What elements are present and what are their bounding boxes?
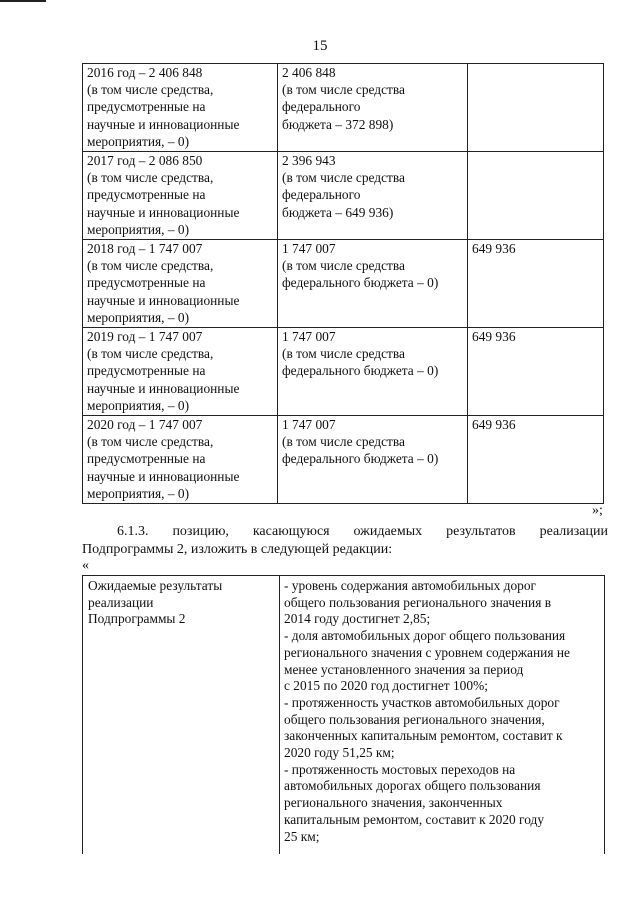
budget-line: федерального (282, 99, 361, 115)
budget-line: федерального бюджета – 0) (282, 275, 439, 291)
results-item-line: регионального значения, законченных (284, 795, 503, 811)
finance-row (83, 64, 604, 152)
budget-cell (278, 64, 468, 152)
results-item-line: общего пользования регионального значения, (284, 711, 545, 727)
budget-line: 1 747 007 (282, 329, 336, 344)
budget-line: федерального бюджета – 0) (282, 451, 439, 467)
results-item-line: - протяженность участков автомобильных дорог (284, 694, 560, 710)
budget-cell (278, 328, 468, 416)
budget-line: 2 396 943 (282, 153, 336, 168)
budget-line: (в том числе средства (282, 346, 405, 362)
results-label-line: Подпрограммы 2 (88, 611, 186, 627)
results-item-line: капитальным ремонтом, составит к 2020 году (284, 811, 545, 827)
other-funds-cell (468, 64, 604, 152)
results-item-line: - уровень содержания автомобильных дорог (284, 578, 537, 593)
other-funds-cell: 649 936 (468, 240, 604, 328)
year-total-line: научные и инновационные (87, 292, 240, 308)
year-total-line: предусмотренные на (87, 275, 206, 291)
budget-line: федерального бюджета – 0) (282, 363, 439, 379)
section-heading-line-2: Подпрограммы 2, изложить в следующей редакции: (82, 542, 393, 557)
section-heading-line-1: 6.1.3. позицию, касающуюся ожидаемых результатов реализации (117, 524, 608, 539)
year-total-line: (в том числе средства, (87, 258, 214, 274)
results-label (88, 578, 275, 628)
budget-cell (278, 416, 468, 504)
year-total-line: предусмотренные на (87, 363, 206, 379)
year-total-line: мероприятия, – 0) (87, 221, 190, 237)
year-total-line: предусмотренные на (87, 187, 206, 203)
year-total-line: предусмотренные на (87, 451, 206, 467)
results-item-line: законченных капитальным ремонтом, составит к (284, 728, 563, 744)
year-total-cell (83, 64, 278, 152)
year-total-cell (83, 328, 278, 416)
budget-line: (в том числе средства (282, 82, 405, 98)
budget-line: федерального (282, 187, 361, 203)
results-item-line: 2020 году 51,25 км; (284, 745, 395, 761)
budget-cell (278, 240, 468, 328)
budget-line: (в том числе средства (282, 170, 405, 186)
other-funds-cell: 649 936 (468, 416, 604, 504)
results-table (82, 575, 605, 854)
closing-quote-mark: »; (592, 503, 603, 518)
year-total-line: 2018 год – 1 747 007 (87, 241, 203, 256)
results-item-line: с 2015 по 2020 год достигнет 100%; (284, 678, 488, 694)
results-item-line: 25 км; (284, 828, 320, 844)
budget-line: бюджета – 372 898) (282, 116, 394, 132)
year-total-line: научные и инновационные (87, 204, 240, 220)
results-items (284, 578, 600, 845)
results-label-line: реализации (88, 594, 154, 610)
budget-line: (в том числе средства (282, 258, 405, 274)
year-total-line: (в том числе средства, (87, 346, 214, 362)
finance-row (83, 152, 604, 240)
results-item-line: менее установленного значения за период (284, 661, 524, 677)
budget-line: (в том числе средства (282, 434, 405, 450)
results-item-line: автомобильных дорогах общего пользования (284, 778, 541, 794)
opening-quote-mark: « (82, 558, 89, 573)
results-items-cell (280, 576, 605, 855)
year-total-line: (в том числе средства, (87, 170, 214, 186)
results-label-cell (83, 576, 280, 855)
results-item-line: общего пользования регионального значения в (284, 594, 552, 610)
year-total-line: мероприятия, – 0) (87, 133, 190, 149)
year-total-line: 2020 год – 1 747 007 (87, 417, 203, 432)
year-total-line: 2019 год – 1 747 007 (87, 329, 203, 344)
top-rule (0, 0, 46, 2)
year-total-line: научные и инновационные (87, 380, 240, 396)
finance-row (83, 328, 604, 416)
finance-row (83, 416, 604, 504)
finance-row (83, 240, 604, 328)
results-item-line: регионального значения с уровнем содержания не (284, 644, 570, 660)
year-total-line: 2017 год – 2 086 850 (87, 153, 203, 168)
other-funds-cell: 649 936 (468, 328, 604, 416)
year-total-cell (83, 152, 278, 240)
year-total-line: научные и инновационные (87, 116, 240, 132)
year-total-line: (в том числе средства, (87, 82, 214, 98)
results-item-line: - доля автомобильных дорог общего пользования (284, 628, 566, 644)
budget-line: бюджета – 649 936) (282, 204, 394, 220)
year-total-cell (83, 416, 278, 504)
results-row (83, 576, 605, 855)
year-total-line: 2016 год – 2 406 848 (87, 65, 203, 80)
year-total-line: мероприятия, – 0) (87, 397, 190, 413)
page-number: 15 (312, 38, 328, 54)
budget-line: 1 747 007 (282, 241, 336, 256)
year-total-line: мероприятия, – 0) (87, 485, 190, 501)
other-funds-cell (468, 152, 604, 240)
results-item-line: 2014 году достигнет 2,85; (284, 611, 431, 627)
budget-cell (278, 152, 468, 240)
budget-line: 2 406 848 (282, 65, 336, 80)
budget-line: 1 747 007 (282, 417, 336, 432)
finance-table (82, 63, 604, 504)
results-label-line: Ожидаемые результаты (88, 578, 223, 593)
results-item-line: - протяженность мостовых переходов на (284, 761, 516, 777)
year-total-line: научные и инновационные (87, 468, 240, 484)
year-total-line: (в том числе средства, (87, 434, 214, 450)
year-total-line: мероприятия, – 0) (87, 309, 190, 325)
year-total-cell (83, 240, 278, 328)
year-total-line: предусмотренные на (87, 99, 206, 115)
